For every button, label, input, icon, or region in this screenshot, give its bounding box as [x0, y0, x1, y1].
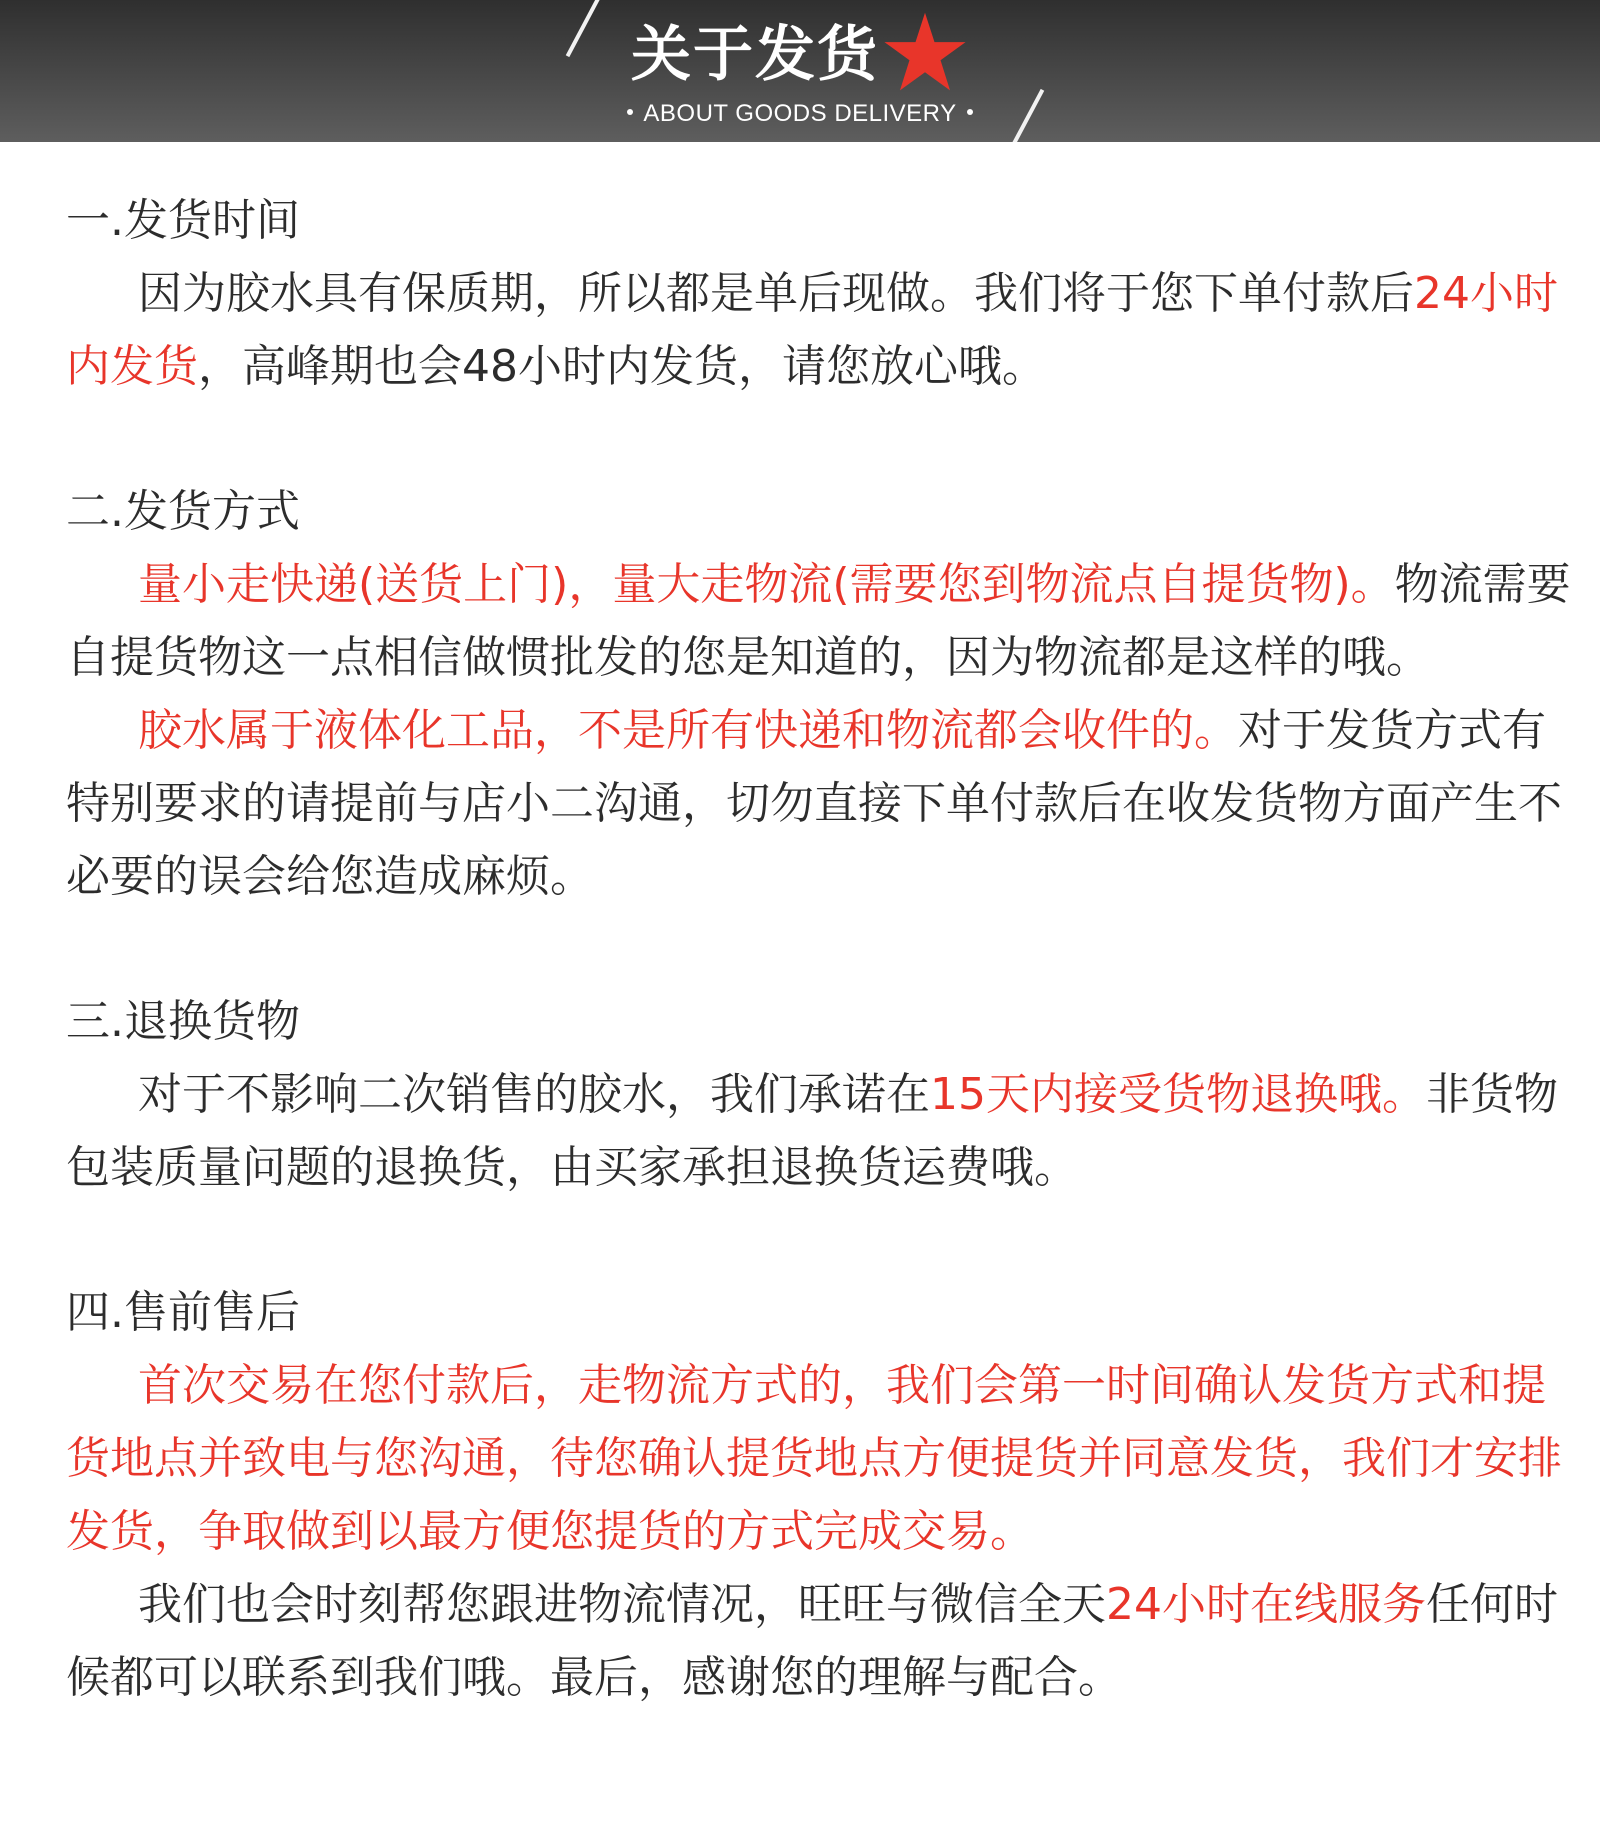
paragraph-text: 任何时候都可以联系到我们哦。最后，感谢您的理解与配合。	[66, 1579, 1558, 1703]
section-title: 三.退换货物	[66, 996, 300, 1047]
bullet-dot	[627, 109, 633, 115]
page-header	[0, 0, 1600, 142]
paragraph-text: 非货物包装质量问题的退换货，由买家承担退换货运费哦。	[66, 1069, 1558, 1193]
paragraph-text: 我们也会时刻帮您跟进物流情况，旺旺与微信全天	[138, 1579, 1106, 1630]
section-shipping-time	[66, 184, 1571, 403]
section-title: 四.售前售后	[66, 1287, 300, 1338]
delivery-info	[66, 184, 1571, 1714]
paragraph-text: 物流需要自提货物这一点相信做惯批发的您是知道的，因为物流都是这样的哦。	[66, 559, 1571, 683]
paragraph-text: ，高峰期也会48小时内发货，请您放心哦。	[198, 341, 1046, 392]
highlight-text: 首次交易在您付款后，走物流方式的，我们会第一时间确认发货方式和提货地点并致电与您沟通，待您确认提货地点方便提货并同意发货，我们才安排发货，争取做到以最方便您提货的方式完成交易。	[66, 1360, 1562, 1557]
highlight-text: 胶水属于液体化工品，不是所有快递和物流都会收件的。	[138, 705, 1238, 756]
star-icon	[881, 11, 969, 93]
highlight-text: 24小时内发货	[66, 268, 1558, 392]
highlight-text: 15天内接受货物退换哦。	[930, 1069, 1426, 1120]
paragraph-text: 对于发货方式有特别要求的请提前与店小二沟通，切勿直接下单付款后在收发货物方面产生不必要的误会给您造成麻烦。	[66, 705, 1562, 902]
highlight-text: 量小走快递(送货上门)，量大走物流(需要您到物流点自提货物)。	[138, 559, 1395, 610]
paragraph	[66, 1349, 1571, 1568]
paragraph	[66, 548, 1571, 694]
header-title-row	[0, 14, 1600, 93]
bullet-dot	[967, 109, 973, 115]
paragraph	[66, 694, 1571, 913]
page-subtitle: ABOUT GOODS DELIVERY	[643, 100, 957, 127]
page-title: 关于发货	[631, 19, 879, 90]
section-title: 一.发货时间	[66, 195, 300, 246]
section-shipping-method	[66, 475, 1571, 913]
paragraph	[66, 257, 1571, 403]
section-returns	[66, 985, 1571, 1204]
section-title: 二.发货方式	[66, 486, 300, 537]
paragraph-text: 对于不影响二次销售的胶水，我们承诺在	[138, 1069, 930, 1120]
header-subtitle-row	[0, 100, 1600, 128]
section-pre-after-sales	[66, 1276, 1571, 1714]
paragraph-text: 因为胶水具有保质期，所以都是单后现做。我们将于您下单付款后	[138, 268, 1414, 319]
highlight-text: 24小时在线服务	[1106, 1579, 1426, 1630]
paragraph	[66, 1058, 1571, 1204]
paragraph	[66, 1568, 1571, 1714]
